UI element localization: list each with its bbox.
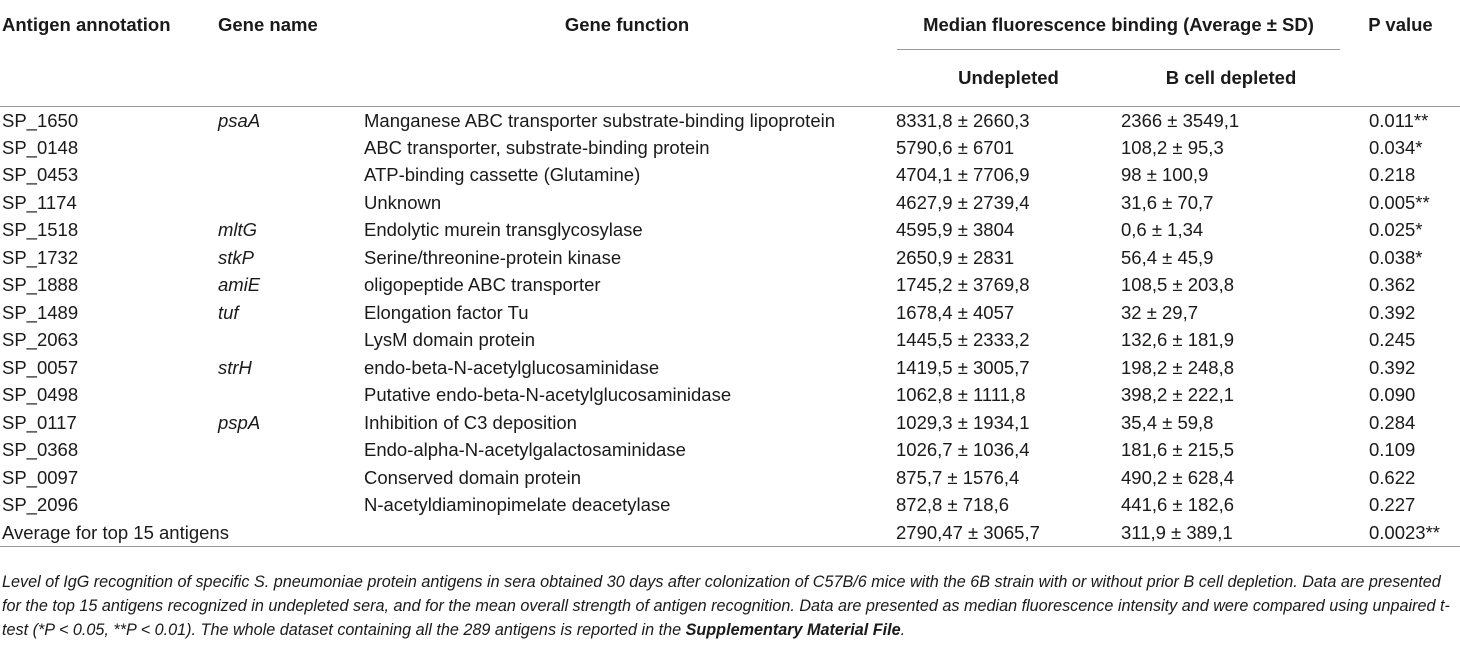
cell-gene-name: strH <box>218 356 252 378</box>
header-median-label: Median fluorescence binding (Average ± SD) <box>897 14 1340 50</box>
cell-undepleted: 1678,4 ± 4057 <box>896 301 1015 323</box>
cell-p-value: 0.622 <box>1369 466 1416 488</box>
cell-gene-name <box>198 437 358 465</box>
cell-average-b-cell-depleted: 311,9 ± 389,1 <box>1121 519 1341 547</box>
table-row <box>0 107 1460 135</box>
table-row <box>0 354 1460 382</box>
header-gene-name: Gene name <box>198 0 358 107</box>
cell-gene-name: tuf <box>218 301 239 323</box>
cell-b-cell-depleted: 398,2 ± 222,1 <box>1121 384 1235 406</box>
average-row <box>0 519 1460 547</box>
header-antigen-annotation: Antigen annotation <box>0 0 198 107</box>
cell-gene-name: pspA <box>218 411 261 433</box>
cell-b-cell-depleted: 108,5 ± 203,8 <box>1121 274 1235 296</box>
cell-b-cell-depleted: 181,6 ± 215,5 <box>1121 439 1235 461</box>
table-row <box>0 272 1460 300</box>
table-row <box>0 189 1460 217</box>
cell-gene-function: ATP-binding cassette (Glutamine) <box>364 164 641 186</box>
cell-b-cell-depleted: 0,6 ± 1,34 <box>1121 219 1204 241</box>
cell-p-value: 0.284 <box>1369 411 1416 433</box>
cell-undepleted: 2650,9 ± 2831 <box>896 246 1015 268</box>
cell-b-cell-depleted: 490,2 ± 628,4 <box>1121 466 1235 488</box>
table-row <box>0 382 1460 410</box>
cell-antigen: SP_0368 <box>2 439 79 461</box>
header-b-cell-depleted: B cell depleted <box>1121 50 1341 107</box>
table-row <box>0 327 1460 355</box>
cell-p-value: 0.038* <box>1369 246 1423 268</box>
cell-b-cell-depleted: 32 ± 29,7 <box>1121 301 1199 323</box>
cell-b-cell-depleted: 132,6 ± 181,9 <box>1121 329 1235 351</box>
cell-undepleted: 4627,9 ± 2739,4 <box>896 191 1030 213</box>
header-gene-function: Gene function <box>358 0 896 107</box>
cell-undepleted: 1062,8 ± 1111,8 <box>896 384 1026 406</box>
table-row <box>0 492 1460 520</box>
cell-gene-name: psaA <box>218 109 261 131</box>
cell-b-cell-depleted: 98 ± 100,9 <box>1121 164 1209 186</box>
table-row <box>0 409 1460 437</box>
cell-p-value: 0.392 <box>1369 356 1416 378</box>
cell-gene-function: Manganese ABC transporter substrate-binding lipoprotein <box>364 109 836 131</box>
table-row <box>0 244 1460 272</box>
cell-p-value: 0.227 <box>1369 494 1416 516</box>
table-row <box>0 464 1460 492</box>
cell-antigen: SP_0057 <box>2 356 79 378</box>
cell-average-p-value: 0.0023** <box>1341 519 1460 547</box>
cell-b-cell-depleted: 108,2 ± 95,3 <box>1121 136 1224 158</box>
cell-b-cell-depleted: 441,6 ± 182,6 <box>1121 494 1235 516</box>
caption-end: . <box>900 621 906 639</box>
cell-gene-function: Endo-alpha-N-acetylgalactosaminidase <box>364 439 686 461</box>
cell-gene-function: N-acetyldiaminopimelate deacetylase <box>364 494 671 516</box>
table-caption <box>2 570 1456 642</box>
header-median-fluorescence <box>896 0 1341 50</box>
cell-antigen: SP_0097 <box>2 466 79 488</box>
table-row <box>0 162 1460 190</box>
cell-antigen: SP_1888 <box>2 274 79 296</box>
cell-gene-function: ABC transporter, substrate-binding protein <box>364 136 710 158</box>
cell-p-value: 0.218 <box>1369 164 1416 186</box>
cell-average-undepleted: 2790,47 ± 3065,7 <box>896 519 1121 547</box>
cell-undepleted: 1029,3 ± 1934,1 <box>896 411 1030 433</box>
cell-p-value: 0.090 <box>1369 384 1416 406</box>
cell-antigen: SP_0453 <box>2 164 79 186</box>
cell-gene-function: Conserved domain protein <box>364 466 581 488</box>
cell-antigen: SP_2096 <box>2 494 79 516</box>
table-body <box>0 107 1460 547</box>
cell-gene-function: endo-beta-N-acetylglucosaminidase <box>364 356 660 378</box>
table-row <box>0 437 1460 465</box>
cell-b-cell-depleted: 198,2 ± 248,8 <box>1121 356 1235 378</box>
header-undepleted: Undepleted <box>896 50 1121 107</box>
cell-p-value: 0.392 <box>1369 301 1416 323</box>
cell-gene-name <box>198 382 358 410</box>
cell-antigen: SP_0148 <box>2 136 79 158</box>
cell-b-cell-depleted: 2366 ± 3549,1 <box>1121 109 1240 131</box>
cell-undepleted: 4595,9 ± 3804 <box>896 219 1015 241</box>
cell-gene-function: Elongation factor Tu <box>364 301 529 323</box>
cell-gene-name <box>198 464 358 492</box>
cell-undepleted: 1419,5 ± 3005,7 <box>896 356 1030 378</box>
table-row <box>0 299 1460 327</box>
cell-gene-name: mltG <box>218 219 258 241</box>
cell-antigen: SP_1732 <box>2 246 79 268</box>
cell-undepleted: 872,8 ± 718,6 <box>896 494 1010 516</box>
cell-antigen: SP_1489 <box>2 301 79 323</box>
cell-gene-name <box>198 189 358 217</box>
cell-undepleted: 1445,5 ± 2333,2 <box>896 329 1030 351</box>
cell-gene-name <box>198 327 358 355</box>
header-p-value: P value <box>1341 0 1460 107</box>
cell-p-value: 0.109 <box>1369 439 1416 461</box>
cell-gene-function: Endolytic murein transglycosylase <box>364 219 643 241</box>
cell-gene-name <box>198 162 358 190</box>
cell-p-value: 0.005** <box>1369 191 1430 213</box>
cell-gene-name <box>198 134 358 162</box>
cell-antigen: SP_2063 <box>2 329 79 351</box>
cell-undepleted: 8331,8 ± 2660,3 <box>896 109 1030 131</box>
cell-gene-function: Unknown <box>364 191 442 213</box>
cell-gene-name <box>198 492 358 520</box>
cell-antigen: SP_1650 <box>2 109 79 131</box>
cell-undepleted: 5790,6 ± 6701 <box>896 136 1015 158</box>
cell-gene-function: Putative endo-beta-N-acetylglucosaminidase <box>364 384 732 406</box>
cell-p-value: 0.034* <box>1369 136 1423 158</box>
cell-p-value: 0.025* <box>1369 219 1423 241</box>
cell-antigen: SP_0117 <box>2 411 77 433</box>
caption-text: Level of IgG recognition of specific S. pneumoniae protein antigens in sera obtained 30 days after colonization of C57B/6 mice with the 6B strain with or without prior B cell depletion. Data are presented for the top 15 antigens recognized in undepleted sera, and for the mean overall strength of antigen recognition. Data are presented as median fluorescence intensity and were compared using unpaired t-test (*P < 0.05, **P < 0.01). The whole dataset containing all the 289 antigens is reported in the <box>2 573 1450 639</box>
cell-antigen: SP_0498 <box>2 384 79 406</box>
cell-gene-function: Inhibition of C3 deposition <box>364 411 577 433</box>
cell-b-cell-depleted: 56,4 ± 45,9 <box>1121 246 1214 268</box>
cell-undepleted: 1026,7 ± 1036,4 <box>896 439 1030 461</box>
cell-b-cell-depleted: 31,6 ± 70,7 <box>1121 191 1214 213</box>
caption-supplementary-link: Supplementary Material File <box>685 621 901 639</box>
cell-gene-function: oligopeptide ABC transporter <box>364 274 601 296</box>
cell-undepleted: 4704,1 ± 7706,9 <box>896 164 1030 186</box>
cell-p-value: 0.245 <box>1369 329 1416 351</box>
cell-antigen: SP_1174 <box>2 191 77 213</box>
cell-p-value: 0.011** <box>1369 109 1429 131</box>
cell-undepleted: 875,7 ± 1576,4 <box>896 466 1020 488</box>
cell-p-value: 0.362 <box>1369 274 1416 296</box>
table-row <box>0 217 1460 245</box>
cell-undepleted: 1745,2 ± 3769,8 <box>896 274 1030 296</box>
cell-b-cell-depleted: 35,4 ± 59,8 <box>1121 411 1214 433</box>
table-row <box>0 134 1460 162</box>
cell-antigen: SP_1518 <box>2 219 79 241</box>
cell-average-label: Average for top 15 antigens <box>0 519 896 547</box>
cell-gene-function: Serine/threonine-protein kinase <box>364 246 622 268</box>
cell-gene-name: amiE <box>218 274 261 296</box>
cell-gene-name: stkP <box>218 246 254 268</box>
cell-gene-function: LysM domain protein <box>364 329 536 351</box>
